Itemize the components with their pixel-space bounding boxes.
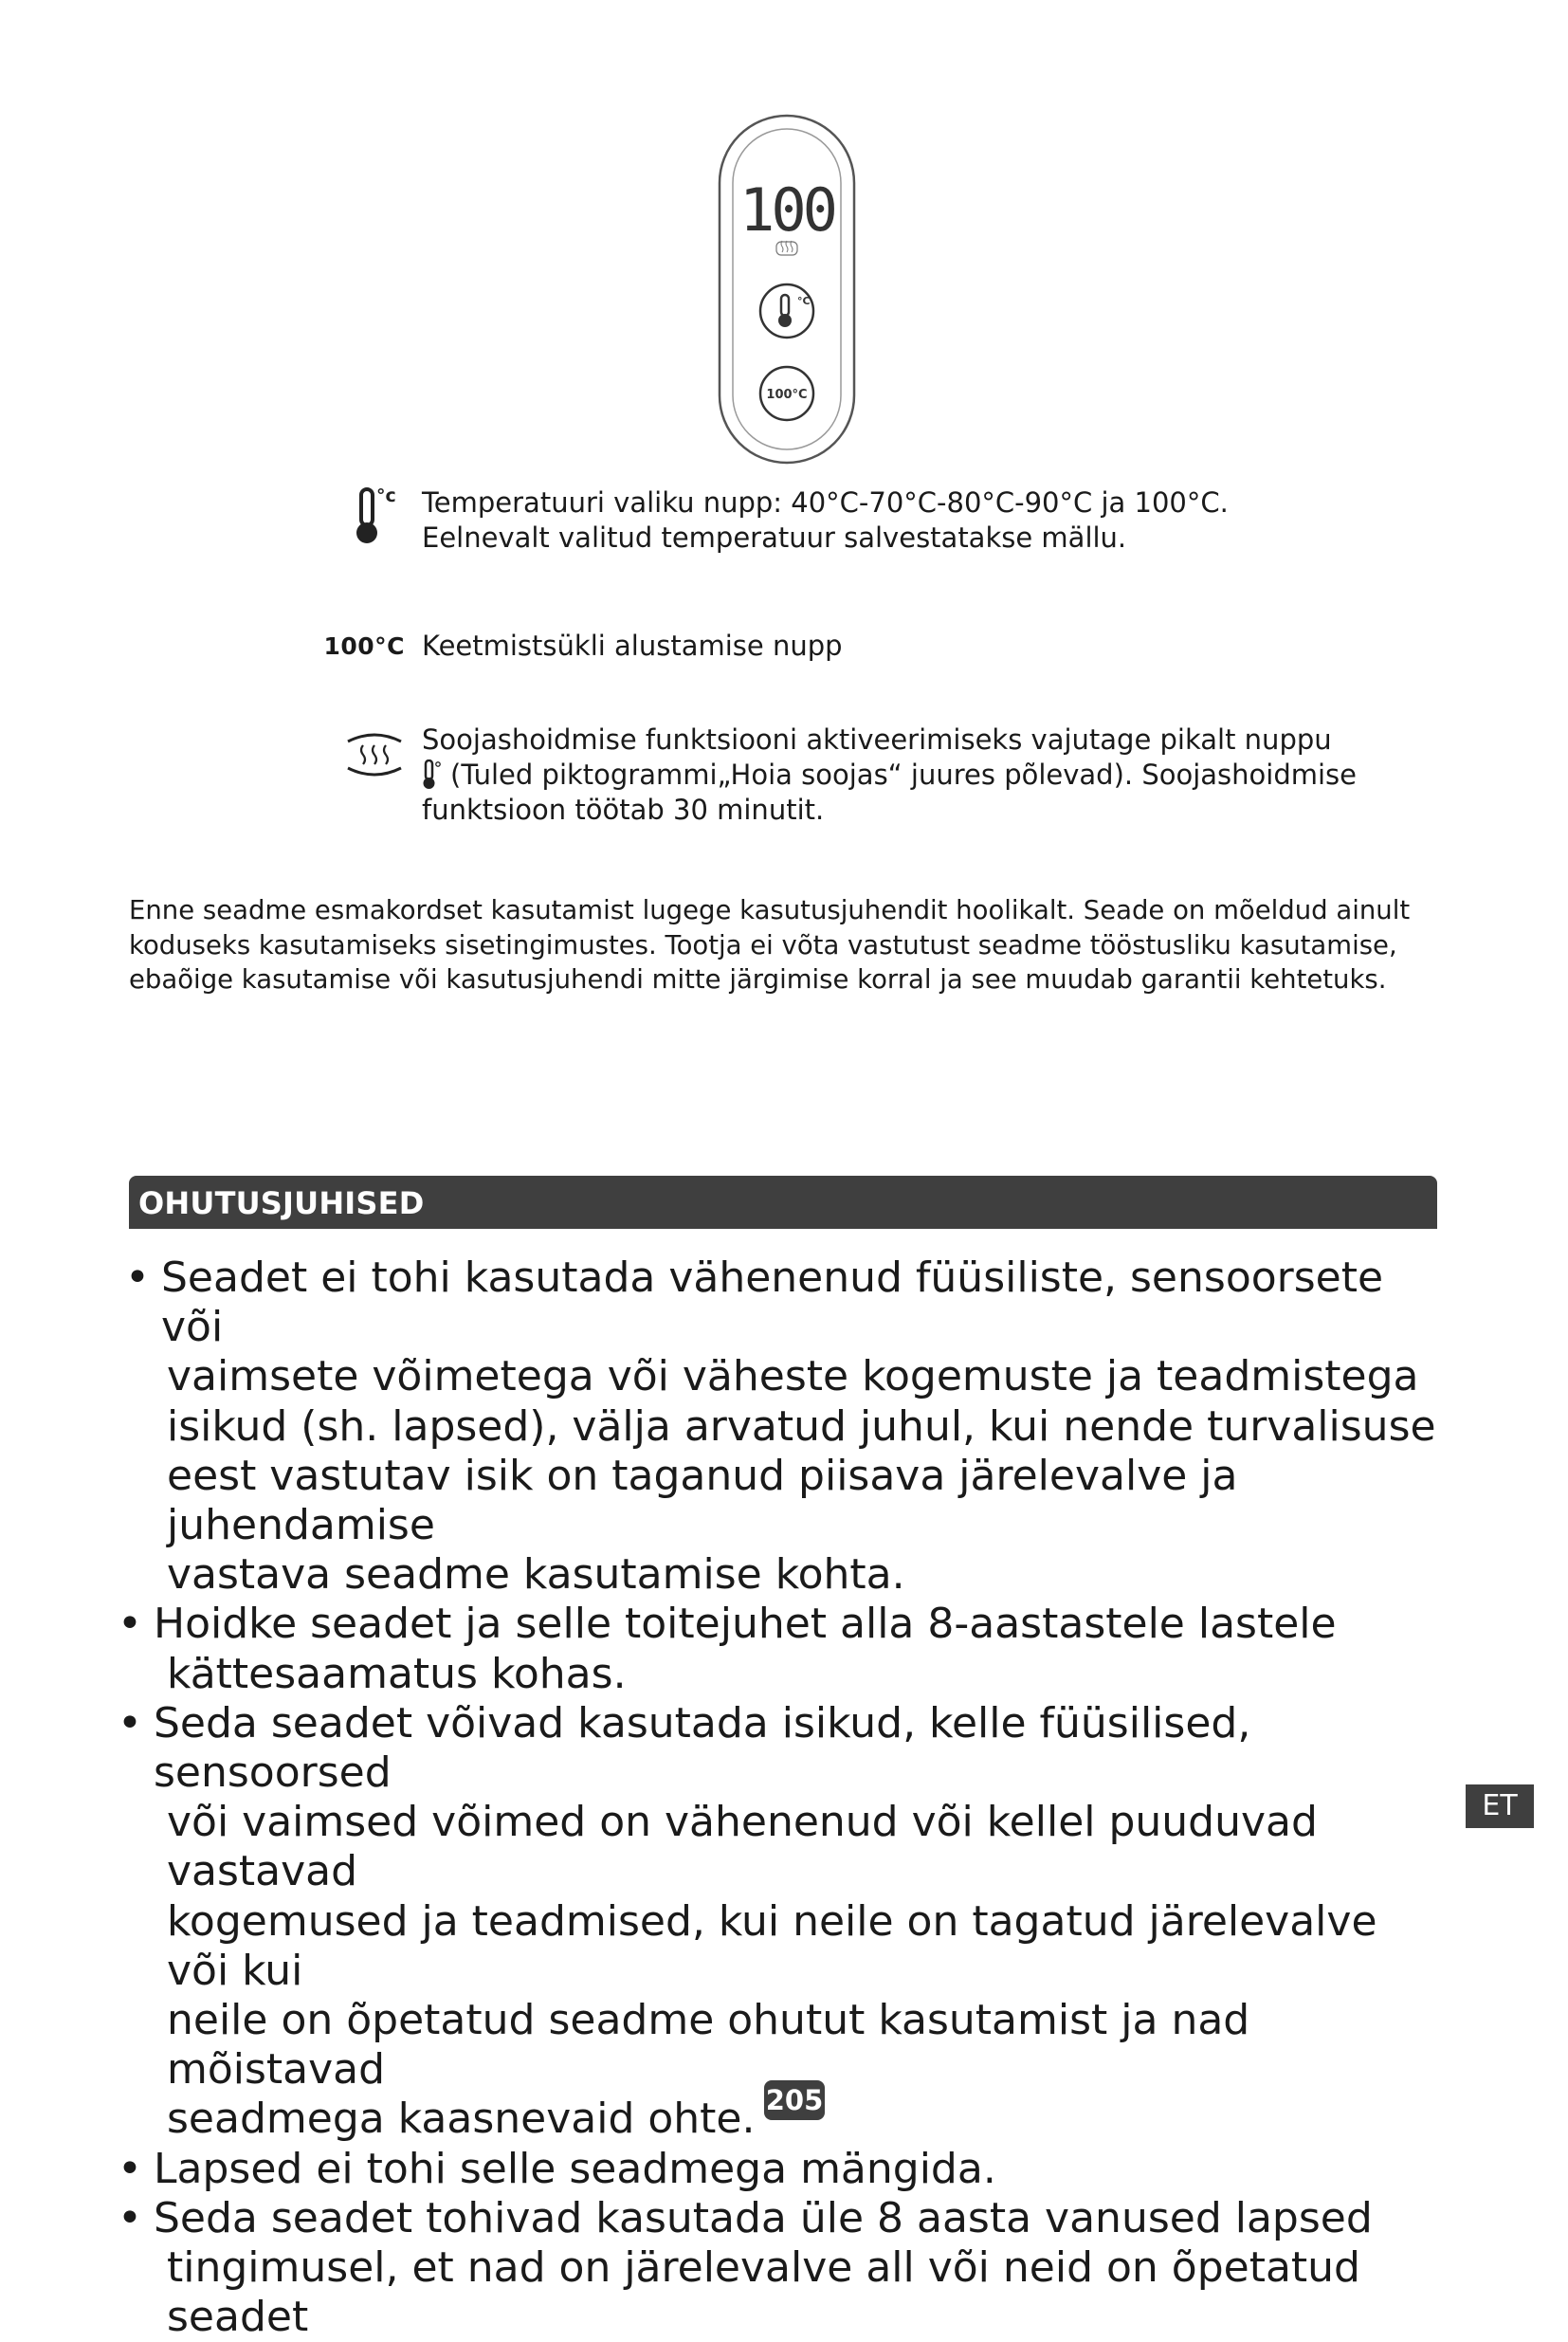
list-item <box>118 1600 1449 1698</box>
bullet-1-line-4: eest vastutav isik on taganud piisava järelevalve ja juhendamise <box>167 1451 1238 1550</box>
bullet-1-line-1: Seadet ei tohi kasutada vähenenud füüsiliste, sensoorsete või <box>161 1253 1384 1352</box>
legend-temp-line-2: Eelnevalt valitud temperatuur salvestatakse mällu. <box>422 521 1127 554</box>
intro-line-1: Enne seadme esmakordset kasutamist lugege kasutusjuhendit hoolikalt. Seade on mõeldud ainult <box>129 895 1411 925</box>
legend-keep-warm-line-1: Soojashoidmise funktsiooni aktiveerimiseks vajutage pikalt nuppu <box>422 723 1332 756</box>
list-item <box>118 1698 1449 2145</box>
page-number: 205 <box>764 2080 825 2120</box>
boil-button-icon <box>760 367 813 420</box>
display-readout: 100 <box>739 175 834 245</box>
temperature-button-label: °C <box>797 295 811 307</box>
bullet-marker: • <box>118 2193 142 2242</box>
bullet-3-line-5: seadmega kaasnevaid ohte. <box>167 2095 756 2144</box>
legend-boil-start <box>323 629 843 664</box>
bullet-3-line-2: või vaimsed võimed on vähenenud või kellel puuduvad vastavad <box>167 1798 1318 1896</box>
list-item <box>118 2193 1449 2342</box>
control-panel-drawing <box>716 112 858 467</box>
list-item <box>121 1253 1449 1600</box>
bullet-2-line-2: kättesaamatus kohas. <box>167 1649 627 1698</box>
bullet-1-line-5: vastava seadme kasutamise kohta. <box>167 1550 905 1600</box>
bullet-3-line-4: neile on õpetatud seadme ohutut kasutamist ja nad mõistavad <box>167 1996 1250 2095</box>
bullet-marker: • <box>118 1600 142 1649</box>
legend-temperature-select <box>327 485 1229 556</box>
legend-keep-warm <box>327 723 1357 828</box>
bullet-marker: • <box>125 1253 150 1302</box>
temperature-button-icon <box>760 284 813 338</box>
legend-boil-text: Keetmistsükli alustamise nupp <box>422 630 843 662</box>
bullet-1-line-2: vaimsete võimetega või väheste kogemuste ja teadmistega <box>167 1352 1419 1401</box>
intro-line-3: ebaõige kasutamise või kasutusjuhendi mitte järgimise korral ja see muudab garantii kehtetuks. <box>129 964 1387 995</box>
keep-warm-icon <box>344 730 405 779</box>
legend-thermometer-icon <box>327 485 422 546</box>
legend-keep-warm-icon <box>327 723 422 779</box>
inline-thermometer-icon <box>422 759 445 790</box>
list-item <box>118 2144 1449 2194</box>
bullet-2-line-1: Hoidke seadet ja selle toitejuhet alla 8-aastastele lastele <box>154 1600 1337 1649</box>
bullet-marker: • <box>118 1698 142 1747</box>
bullet-5-line-2: tingimusel, et nad on järelevalve all või neid on õpetatud seadet <box>167 2243 1360 2342</box>
legend-keep-warm-line-3: funktsioon töötab 30 minutit. <box>422 794 825 826</box>
safety-instructions-list <box>118 1253 1449 2342</box>
boil-button-label: 100°C <box>766 388 808 402</box>
thermometer-icon-label: °c <box>376 485 396 506</box>
language-tab: ET <box>1466 1784 1534 1828</box>
bullet-marker: • <box>118 2144 142 2193</box>
thermometer-icon <box>352 485 405 546</box>
legend-keep-warm-line-2-text: (Tuled piktogrammi„Hoia soojas“ juures põlevad). Soojashoidmise <box>450 759 1358 791</box>
control-panel-illustration <box>716 112 858 467</box>
bullet-3-line-1: Seda seadet võivad kasutada isikud, kelle füüsilised, sensoorsed <box>154 1698 1251 1798</box>
bullet-5-line-1: Seda seadet tohivad kasutada üle 8 aasta vanused lapsed <box>154 2193 1373 2242</box>
bullet-3-line-3: kogemused ja teadmised, kui neile on tagatud järelevalve või kui <box>167 1896 1377 1995</box>
section-header-bar <box>129 1176 1437 1229</box>
legend-temp-line-1: Temperatuuri valiku nupp: 40°C-70°C-80°C-90°C ja 100°C. <box>422 486 1229 519</box>
100c-icon-label: 100°C <box>323 632 405 660</box>
intro-paragraph <box>129 893 1437 997</box>
legend-keep-warm-line-2 <box>422 758 1357 793</box>
section-title: OHUTUSJUHISED <box>138 1185 425 1221</box>
bullet-4-line-1: Lapsed ei tohi selle seadmega mängida. <box>154 2144 996 2193</box>
intro-line-2: koduseks kasutamiseks sisetingimustes. Tootja ei võta vastutust seadme tööstusliku kasutamise, <box>129 929 1397 961</box>
legend-100c-icon <box>323 629 422 664</box>
bullet-1-line-3: isikud (sh. lapsed), välja arvatud juhul, kui nende turvalisuse <box>167 1401 1436 1451</box>
